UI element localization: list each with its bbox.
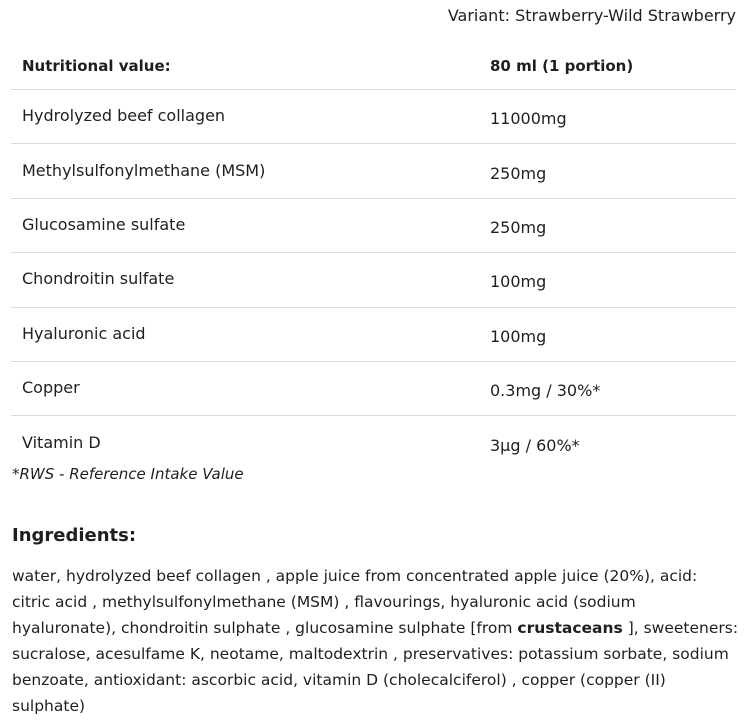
allergen-highlight: crustaceans — [517, 619, 623, 637]
nutrition-table — [11, 42, 736, 470]
nutrient-name: Hyaluronic acid — [11, 307, 479, 361]
nutrient-value: 100mg — [479, 307, 736, 361]
ingredients-heading: Ingredients: — [12, 525, 137, 546]
nutrient-value: 100mg — [479, 253, 736, 307]
header-nutritional-value: Nutritional value: — [11, 42, 479, 90]
nutrient-value: 0.3mg / 30%* — [479, 361, 736, 415]
ingredients-text-part: ], sweeteners: sucralose, acesulfame K, neotame, maltodextrin , preservatives: potassium sorbate, sodium benzoate, antioxidant: ascorbic acid, vitamin D (cholecalciferol) , copper (copper (II) sulphate) — [12, 619, 739, 715]
nutrient-name: Glucosamine sulfate — [11, 198, 479, 252]
nutrient-name: Copper — [11, 361, 479, 415]
nutrient-value: 250mg — [479, 144, 736, 198]
nutrient-name: Chondroitin sulfate — [11, 253, 479, 307]
reference-intake-footnote: *RWS - Reference Intake Value — [12, 465, 244, 483]
nutrient-value: 3µg / 60%* — [490, 435, 580, 455]
table-row — [11, 307, 736, 361]
nutrient-name: Vitamin D — [22, 432, 101, 452]
nutrient-name: Methylsulfonylmethane (MSM) — [11, 144, 479, 198]
table-row — [11, 144, 736, 198]
ingredients-text-part: water, hydrolyzed beef collagen , apple juice from concentrated apple juice (20%), acid: citric acid , methylsulfonylmethane (MSM) , flavourings, hyaluronic acid (sodium hyaluronate), chondroitin sulphate , glucosamine sulphate [from — [12, 567, 698, 637]
variant-label: Variant: Strawberry-Wild Strawberry — [447, 6, 736, 25]
table-row — [11, 253, 736, 307]
table-row — [11, 198, 736, 252]
header-portion: 80 ml (1 portion) — [479, 42, 736, 90]
nutrient-value: 250mg — [479, 198, 736, 252]
table-row — [11, 416, 736, 470]
ingredients-text — [12, 563, 740, 719]
table-row — [11, 90, 736, 144]
nutrition-header-row — [11, 42, 736, 90]
nutrient-value: 11000mg — [479, 90, 736, 144]
nutrient-name: Hydrolyzed beef collagen — [11, 90, 479, 144]
table-row — [11, 361, 736, 415]
